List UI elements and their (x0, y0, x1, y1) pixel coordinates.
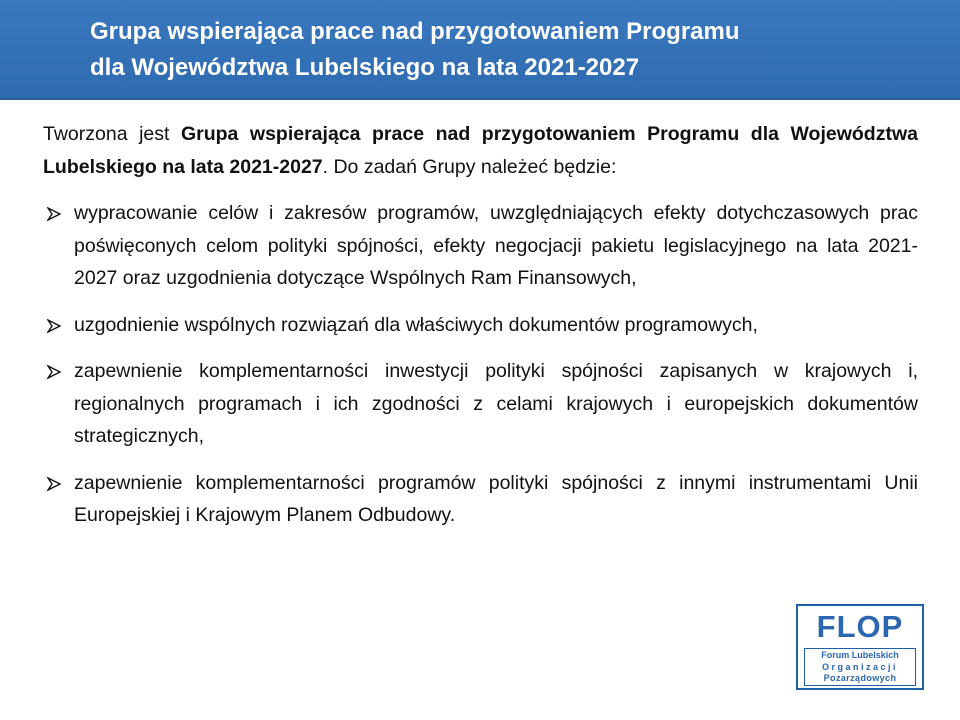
intro-prefix: Tworzona jest (43, 123, 181, 145)
flop-logo (796, 604, 924, 690)
arrow-bullet-icon (47, 477, 61, 491)
logo-title: FLOP (816, 609, 904, 644)
arrow-bullet-icon (47, 207, 61, 221)
arrow-bullet-icon (47, 365, 61, 379)
bullet-text: zapewnienie komplementarności programów polityki spójności z innymi instrumentami Unii Europejskiej i Krajowym Planem Odbudowy. (74, 471, 918, 526)
bullet-text: uzgodnienie wspólnych rozwiązań dla właściwych dokumentów programowych, (74, 313, 758, 336)
slide-title-line-1: Grupa wspierająca prace nad przygotowaniem Programu (90, 18, 740, 45)
logo-subtitle (804, 648, 916, 686)
intro-suffix: . Do zadań Grupy należeć będzie: (322, 155, 617, 178)
bullet-item (43, 309, 918, 342)
bullet-text: wypracowanie celów i zakresów programów, uwzględniających efekty dotychczasowych prac poświęconych celom polityki spójności, efekty negocjacji pakietu legislacyjnego na lata 2021-2027 oraz uzgodnienia dotyczące Wspólnych Ram Finansowych, (74, 202, 918, 289)
bullet-item (43, 355, 918, 453)
logo-line-2: Organizacji (821, 661, 898, 672)
slide-title (90, 14, 910, 86)
logo-line-1: Forum Lubelskich (821, 650, 899, 660)
slide-body (43, 118, 918, 546)
slide-header (0, 0, 960, 100)
intro-bold-group-name: Grupa wspierająca prace nad przygotowaniem Programu dla Województwa Lubelskiego na lata 2021-2027 (43, 123, 918, 178)
bullet-item (43, 197, 918, 295)
bullet-text: zapewnienie komplementarności inwestycji polityki spójności zapisanych w krajowych i, regionalnych programach i ich zgodności z celami krajowych i europejskich dokumentów strategicznych, (74, 360, 918, 447)
arrow-bullet-icon (47, 319, 61, 333)
logo-line-3: Pozarządowych (823, 673, 897, 683)
bullet-item (43, 467, 918, 532)
slide-title-line-2: dla Województwa Lubelskiego na lata 2021-2027 (90, 54, 640, 81)
intro-paragraph (43, 118, 918, 183)
